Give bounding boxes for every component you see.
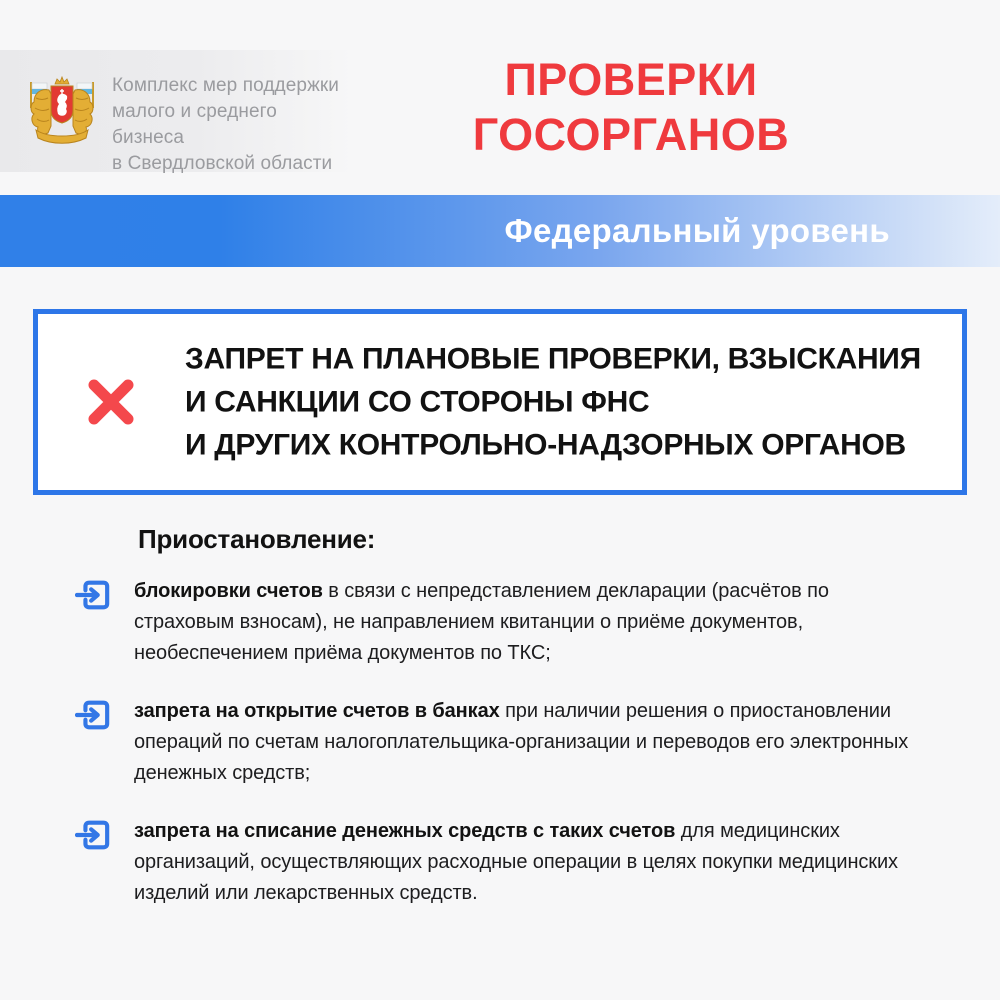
bullet-text xyxy=(134,696,924,789)
bullet-text-rest: в связи с непредставлением декларации (расчётов по страховым взносам), не направлением квитанции о приёме документов, необеспечением приёма документов по ТКС; xyxy=(134,580,829,664)
page-title-line-2: ГОСОРГАНОВ xyxy=(472,109,790,160)
bullet-text xyxy=(134,816,924,909)
list-item xyxy=(75,576,920,669)
logo-caption-line-2: малого и среднего бизнеса xyxy=(112,101,277,148)
login-arrow-icon xyxy=(75,578,111,612)
ban-card-line-1: ЗАПРЕТ НА ПЛАНОВЫЕ ПРОВЕРКИ, ВЗЫСКАНИЯ xyxy=(185,342,921,376)
header-logo-box xyxy=(0,50,352,172)
sverdlovsk-coat-of-arms-icon xyxy=(22,74,102,148)
ban-card-text xyxy=(185,338,921,467)
ban-card xyxy=(33,309,967,495)
bullet-text-bold: блокировки счетов xyxy=(134,580,323,602)
page-title-line-1: ПРОВЕРКИ xyxy=(504,54,758,105)
bullet-text xyxy=(134,576,924,669)
ban-card-line-3: И ДРУГИХ КОНТРОЛЬНО-НАДЗОРНЫХ ОРГАНОВ xyxy=(185,428,906,462)
logo-caption-line-3: в Свердловской области xyxy=(112,153,333,174)
x-mark-icon xyxy=(87,378,135,426)
login-arrow-icon xyxy=(75,698,111,732)
bullet-text-bold: запрета на открытие счетов в банках xyxy=(134,700,500,722)
page-title xyxy=(410,52,852,162)
list-item xyxy=(75,696,920,789)
level-banner-label: Федеральный уровень xyxy=(504,212,890,249)
bullet-text-rest: при наличии решения о приостановлении операций по счетам налогоплательщика-организации и переводов его электронных денежных средств; xyxy=(134,700,909,784)
logo-caption xyxy=(112,73,352,177)
suspension-heading: Приостановление: xyxy=(138,524,376,554)
bullet-text-rest: для медицинских организаций, осуществляющих расходные операции в целях покупки медицинских изделий или лекарственных средств. xyxy=(134,820,898,904)
list-item xyxy=(75,816,920,909)
bullet-text-bold: запрета на списание денежных средств с таких счетов xyxy=(134,820,676,842)
login-arrow-icon xyxy=(75,818,111,852)
logo-caption-line-1: Комплекс мер поддержки xyxy=(112,75,339,96)
ban-card-line-2: И САНКЦИИ СО СТОРОНЫ ФНС xyxy=(185,385,650,419)
level-banner xyxy=(0,195,1000,267)
